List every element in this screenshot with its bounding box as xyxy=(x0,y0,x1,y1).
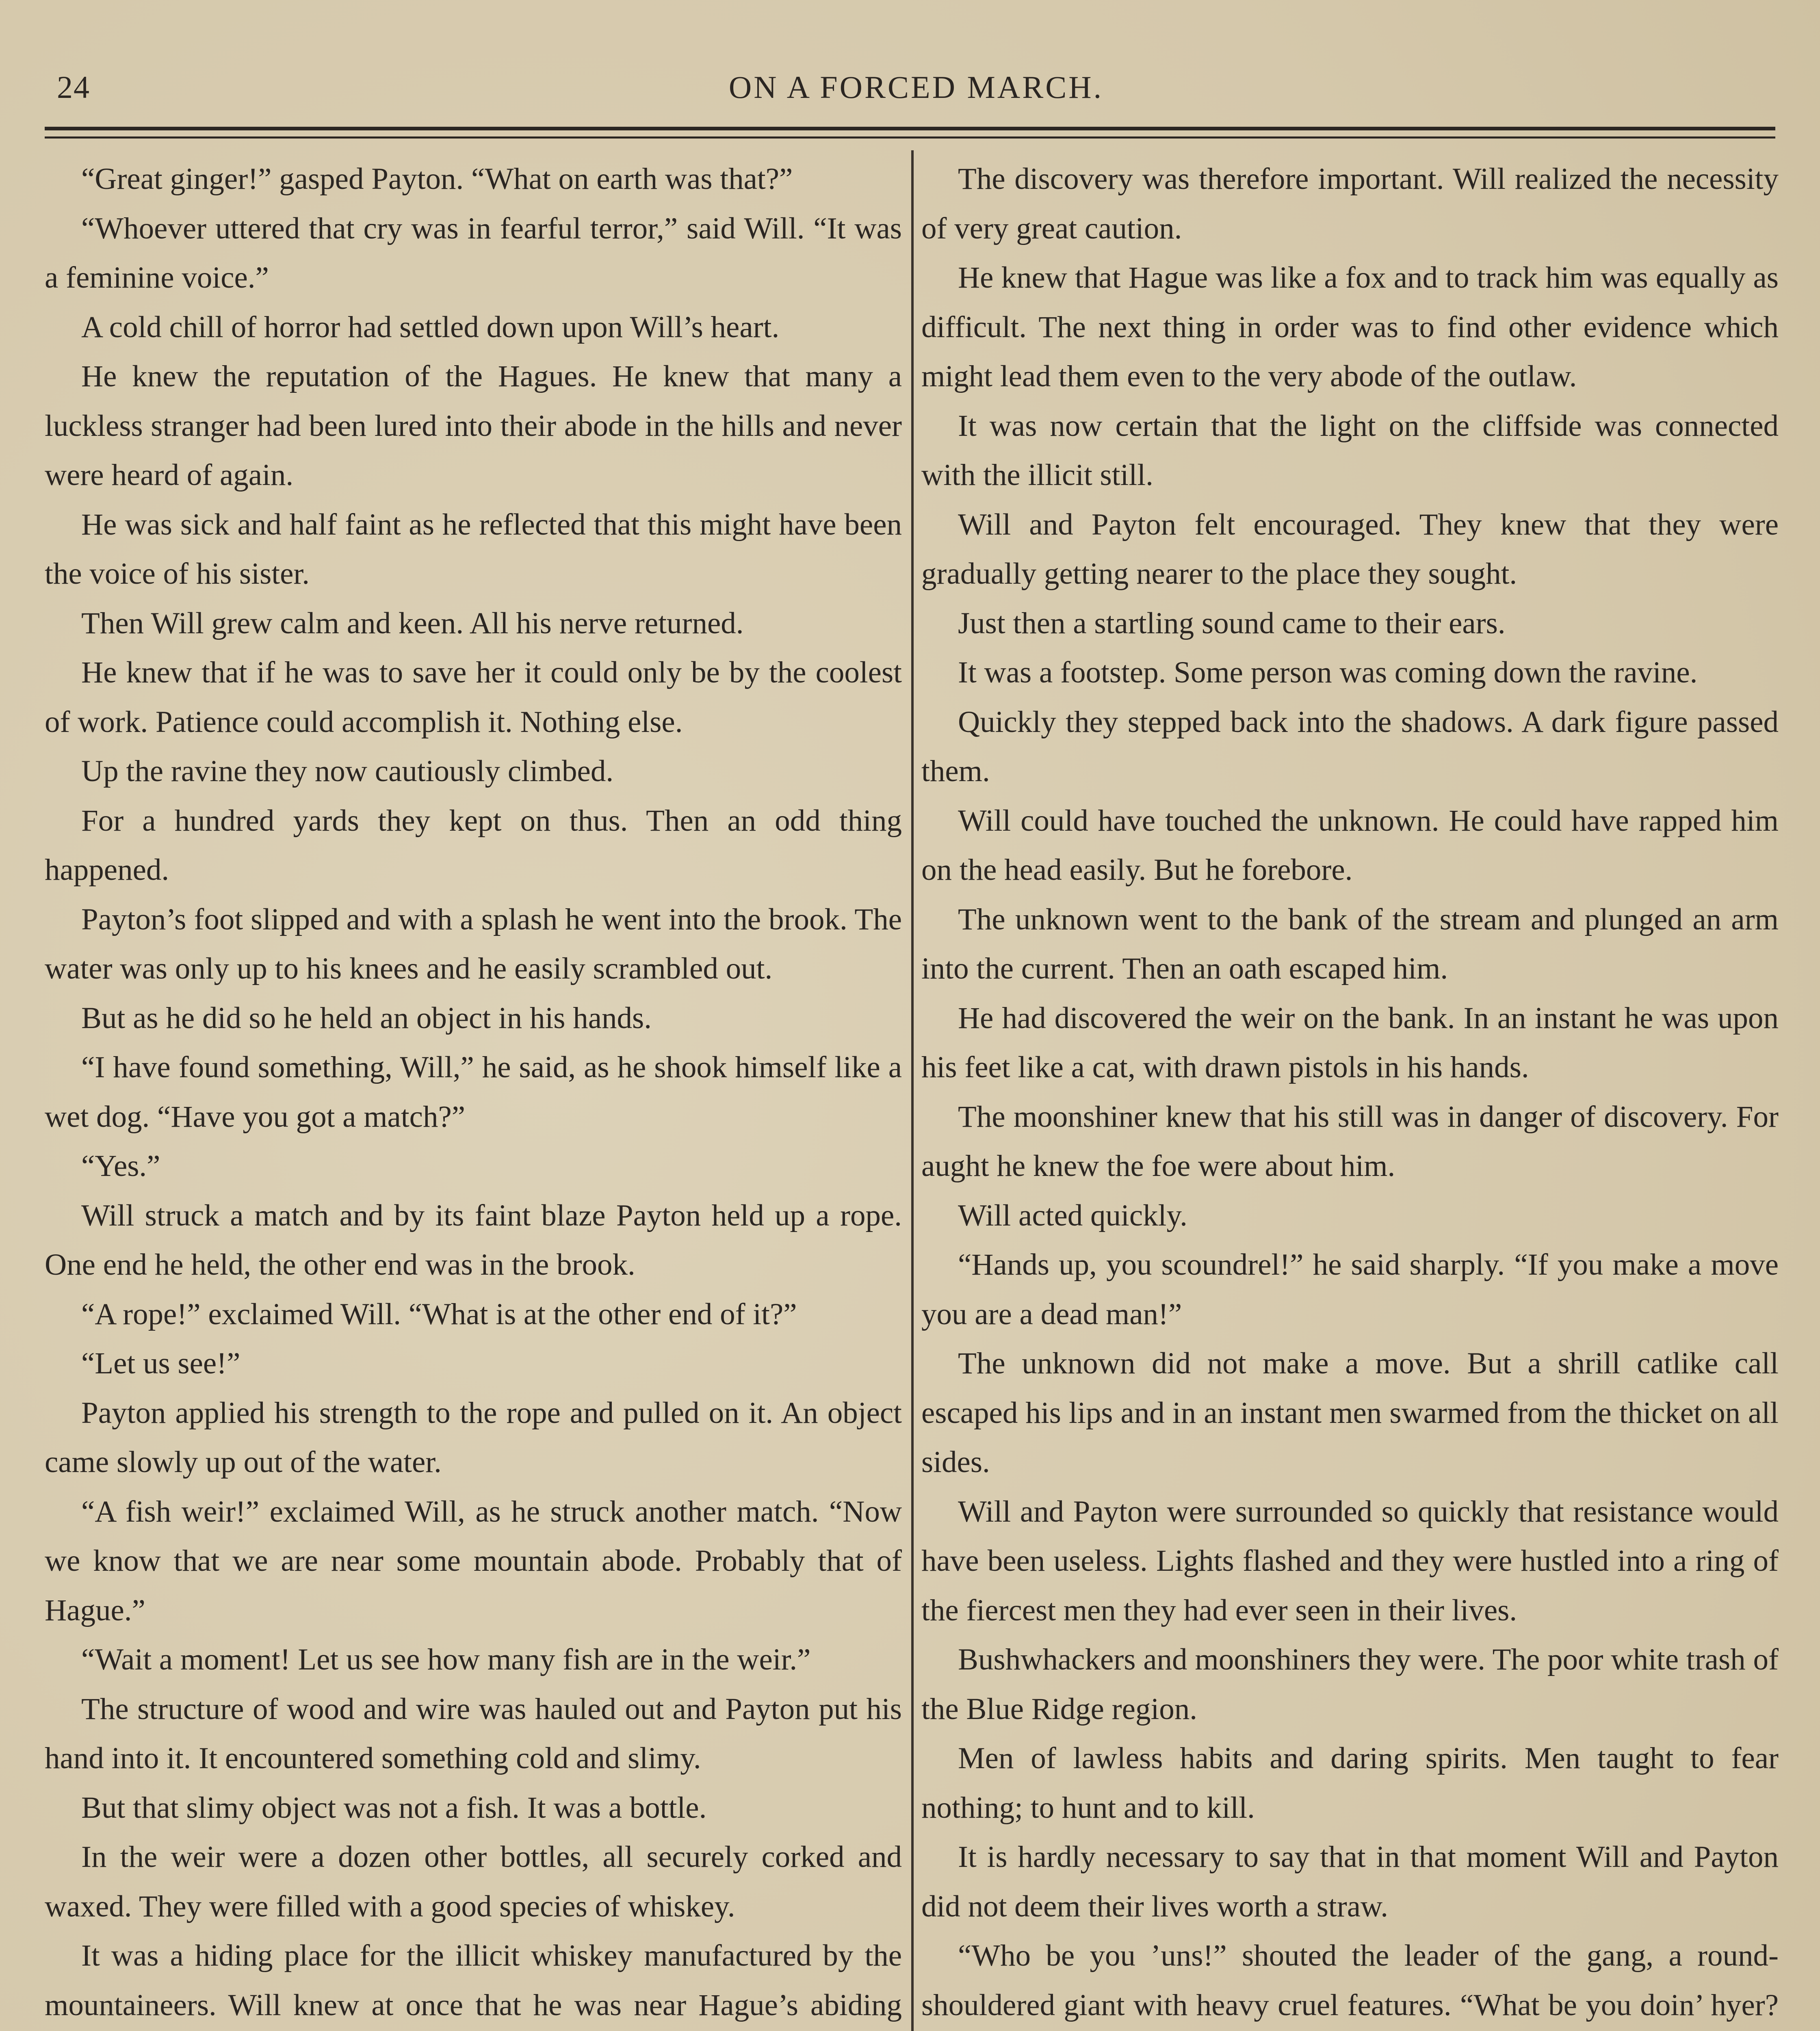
paragraph: Payton’s foot slipped and with a splash he went into the brook. The water was only up to his knees and he easily scrambled out. xyxy=(45,902,902,985)
page-number: 24 xyxy=(57,69,90,105)
paragraph: He knew the reputation of the Hagues. He knew that many a luckless stranger had been lured into their abode in the hills and never were heard of again. xyxy=(45,359,902,492)
paragraph: “Great ginger!” gasped Payton. “What on earth was that?” xyxy=(81,162,793,196)
paragraph: Will and Payton were surrounded so quickly that resistance would have been useless. Lights flashed and they were hustled into a ring of the fiercest men they had ever seen in their lives. xyxy=(921,1494,1779,1627)
paragraph: Will struck a match and by its faint blaze Payton held up a rope. One end he held, the other end was in the brook. xyxy=(45,1198,902,1282)
paragraph: Men of lawless habits and daring spirits. Men taught to fear nothing; to hunt and to kill. xyxy=(921,1741,1779,1825)
header-rule-thin xyxy=(45,136,1775,139)
running-title: ON A FORCED MARCH. xyxy=(728,69,1104,105)
paragraph: But that slimy object was not a fish. It was a bottle. xyxy=(81,1791,707,1825)
paragraph: “Wait a moment! Let us see how many fish are in the weir.” xyxy=(81,1643,811,1676)
paragraph: It was now certain that the light on the cliffside was connected with the illicit still. xyxy=(921,409,1779,492)
paragraph: “A fish weir!” exclaimed Will, as he struck another match. “Now we know that we are near some mountain abode. Probably that of Hague.” xyxy=(45,1494,902,1627)
paragraph: “Hands up, you scoundrel!” he said sharply. “If you make a move you are a dead man!” xyxy=(921,1248,1779,1331)
paragraph: The discovery was therefore important. Will realized the necessity of very great caution. xyxy=(921,162,1779,245)
paragraph: “I have found something, Will,” he said, as he shook himself like a wet dog. “Have you got a match?” xyxy=(45,1050,902,1134)
left-column xyxy=(45,154,902,2031)
paragraph: Will acted quickly. xyxy=(958,1198,1187,1232)
paragraph: But as he did so he held an object in his hands. xyxy=(81,1001,652,1035)
paragraph: The unknown went to the bank of the stream and plunged an arm into the current. Then an oath escaped him. xyxy=(921,902,1779,985)
paragraph: He knew that if he was to save her it could only be by the coolest of work. Patience could accomplish it. Nothing else. xyxy=(45,656,902,739)
paragraph: “Yes.” xyxy=(81,1149,160,1183)
paragraph: Quickly they stepped back into the shadows. A dark figure passed them. xyxy=(921,705,1779,788)
paragraph: Just then a startling sound came to their ears. xyxy=(958,606,1506,640)
paragraph: He knew that Hague was like a fox and to track him was equally as difficult. The next thing in order was to find other evidence which might lead them even to the very abode of the outlaw. xyxy=(921,261,1779,393)
paragraph: For a hundred yards they kept on thus. Then an odd thing happened. xyxy=(45,803,902,887)
paragraph: It is hardly necessary to say that in that moment Will and Payton did not deem their lives worth a straw. xyxy=(921,1840,1779,1923)
paragraph: A cold chill of horror had settled down upon Will’s heart. xyxy=(81,310,780,344)
paragraph: Will could have touched the unknown. He could have rapped him on the head easily. But he forebore. xyxy=(921,803,1779,887)
paragraph: The moonshiner knew that his still was in danger of discovery. For aught he knew the foe were about him. xyxy=(921,1100,1779,1183)
paragraph: In the weir were a dozen other bottles, all securely corked and waxed. They were filled with a good species of whiskey. xyxy=(45,1840,902,1923)
paragraph: Bushwhackers and moonshiners they were. The poor white trash of the Blue Ridge region. xyxy=(921,1643,1779,1726)
paragraph: Up the ravine they now cautiously climbed. xyxy=(81,754,614,788)
paragraph: It was a footstep. Some person was coming down the ravine. xyxy=(958,656,1698,689)
page-header xyxy=(57,61,1775,122)
paragraph: The unknown did not make a move. But a shrill catlike call escaped his lips and in an instant men swarmed from the thicket on all sides. xyxy=(921,1347,1779,1479)
paragraph: “A rope!” exclaimed Will. “What is at the other end of it?” xyxy=(81,1297,797,1331)
paragraph: Payton applied his strength to the rope and pulled on it. An object came slowly up out of the water. xyxy=(45,1396,902,1479)
paragraph: “Whoever uttered that cry was in fearful terror,” said Will. “It was a feminine voice.” xyxy=(45,211,902,294)
right-column xyxy=(921,154,1779,2031)
paragraph: He was sick and half faint as he reflected that this might have been the voice of his sister. xyxy=(45,507,902,591)
paragraph: It was a hiding place for the illicit whiskey manufactured by the mountaineers. Will knew at once that he was near Hague’s abiding xyxy=(45,1939,902,2022)
column-divider xyxy=(911,150,914,2031)
paragraph: The structure of wood and wire was hauled out and Payton put his hand into it. It encountered something cold and slimy. xyxy=(45,1692,902,1775)
paragraph: Then Will grew calm and keen. All his nerve returned. xyxy=(81,606,744,640)
header-rule-thick xyxy=(45,127,1775,130)
paragraph: He had discovered the weir on the bank. In an instant he was upon his feet like a cat, with drawn pistols in his hands. xyxy=(921,1001,1779,1084)
paragraph: “Who be you ’uns!” shouted the leader of the gang, a round-shouldered giant with heavy cruel features. “What be you doin’ hyer? xyxy=(921,1939,1779,2022)
paragraph: Will and Payton felt encouraged. They knew that they were gradually getting nearer to the place they sought. xyxy=(921,507,1779,591)
paragraph: “Let us see!” xyxy=(81,1347,240,1380)
